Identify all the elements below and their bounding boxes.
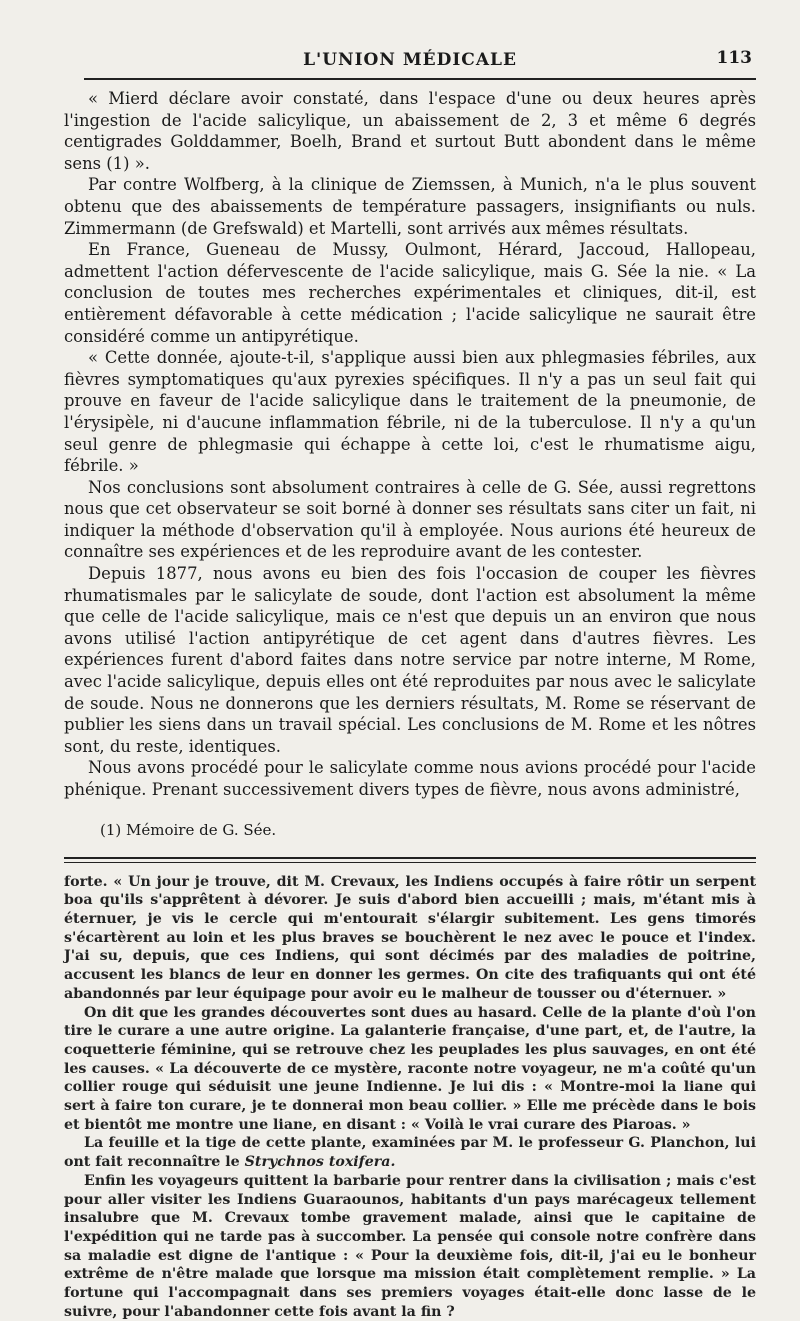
page-number: 113 (716, 48, 752, 68)
main-paragraph: Nous avons procédé pour le salicylate comme nous avions procédé pour l'acide phénique. Prenant successivement divers types de fièvre, nous avons administré, (64, 758, 756, 799)
footnote: (1) Mémoire de G. Sée. (100, 820, 277, 839)
main-text (64, 88, 756, 801)
feuilleton-text-run: La feuille et la tige de cette plante, examinées par M. le professeur G. Planchon, lui ont fait reconnaître le (64, 1135, 756, 1171)
feuilleton-text (64, 873, 756, 1321)
feuilleton-paragraph: On dit que les grandes découvertes sont dues au hasard. Celle de la plante d'où l'on tire le curare a une autre origine. La galanterie française, d'une part, et, de l'autre, la coquetterie féminine, qui se retrouve chez les peuplades les plus sauvages, en ont été les causes. « La découverte de ce mystère, raconte notre voyageur, ne m'a coûté qu'un collier rouge qui séduisit une jeune Indienne. Je lui dis : « Montre-moi la liane qui sert à faire ton curare, je te donnerai mon beau collier. » Elle me précède dans le bois et bientôt me montre une liane, en disant : « Voilà le vrai curare des Piaroas. » (64, 1004, 756, 1133)
main-paragraph: « Mierd déclare avoir constaté, dans l'espace d'une ou deux heures après l'ingestion de l'acide salicylique, un abaissement de 2, 3 et même 6 degrés centigrades Golddammer, Boelh, Brand et surtout Butt abondent dans le même sens (1) ». (64, 89, 756, 173)
feuilleton-paragraph (64, 1134, 756, 1171)
main-paragraph: « Cette donnée, ajoute-t-il, s'applique aussi bien aux phlegmasies fébriles, aux fièvres symptomatiques qu'aux pyrexies spécifiques. Il n'y a pas un seul fait qui prouve en faveur de l'acide salicylique dans le traitement de la pneumonie, de l'érysipèle, ni d'aucune inflammation fébrile, ni de la tuberculose. Il n'y a qu'un seul genre de phlegmasie qui échappe à cette loi, c'est le rhumatisme aigu, fébrile. » (64, 348, 756, 476)
journal-title: L'UNION MÉDICALE (303, 50, 517, 70)
running-header (64, 46, 756, 76)
main-paragraph: Depuis 1877, nous avons eu bien des fois l'occasion de couper les fièvres rhumatismales par le salicylate de soude, dont l'action est absolument la même que celle de l'acide salicylique, mais ce n'est que depuis un an environ que nous avons utilisé l'action antipyrétique de cet agent dans d'autres fièvres. Les expériences furent d'abord faites dans notre service par notre interne, M Rome, avec l'acide salicylique, depuis elles ont été reproduites par nous avec le salicylate de soude. Nous ne donnerons que les derniers résultats, M. Rome se réservant de publier les siens dans un travail spécial. Les conclusions de M. Rome et les nôtres sont, du reste, identiques. (64, 564, 756, 756)
main-paragraph: Nos conclusions sont absolument contraires à celle de G. Sée, aussi regrettons nous que cet observateur se soit borné à donner ses résultats sans citer un fait, ni indiquer la méthode d'observation qu'il à employée. Nous aurions été heureux de connaître ses expériences et de les reproduire avant de les contester. (64, 477, 756, 562)
species-name: Strychnos toxifera. (244, 1154, 396, 1171)
header-rule (84, 78, 756, 80)
main-paragraph: En France, Gueneau de Mussy, Oulmont, Hérard, Jaccoud, Hallopeau, admettent l'action défervescente de l'acide salicylique, mais G. Sée la nie. « La conclusion de toutes mes recherches expérimentales et cliniques, dit-il, est entièrement défavorable à cette médication ; l'acide salicylique ne saurait être considéré comme un antipyrétique. (64, 240, 756, 346)
main-paragraph: Par contre Wolfberg, à la clinique de Ziemssen, à Munich, n'a le plus souvent obtenu que des abaissements de température passagers, insignifiants ou nuls. Zimmermann (de Grefswald) et Martelli, sont arrivés aux mêmes résultats. (64, 175, 756, 238)
feuilleton-separator (64, 857, 756, 863)
feuilleton-paragraph: forte. « Un jour je trouve, dit M. Crevaux, les Indiens occupés à faire rôtir un serpent boa qu'ils s'apprêtent à dévorer. Je suis d'abord bien accueilli ; mais, m'étant mis à éternuer, je vis le cercle qui m'entourait s'élargir subitement. Les gens timorés s'écartèrent au loin et les plus braves se bouchèrent le nez avec le pouce et l'index. J'ai su, depuis, que ces Indiens, qui sont décimés par des maladies de poitrine, accusent les blancs de leur en donner les germes. On cite des trafiquants qui ont été abandonnés par leur équipage pour avoir eu le malheur de tousser ou d'éternuer. » (64, 873, 756, 1002)
feuilleton-paragraph: Enfin les voyageurs quittent la barbarie pour rentrer dans la civilisation ; mais c'est pour aller visiter les Indiens Guaraounos, habitants d'un pays marécageux tellement insalubre que M. Crevaux tombe gravement malade, ainsi que le capitaine de l'expédition qui ne tarde pas à succomber. La pensée qui console notre confrère dans sa maladie est digne de l'antique : « Pour la deuxième fois, dit-il, j'ai eu le bonheur extrême de n'être malade que lorsque ma mission était complètement remplie. » La fortune qui l'accompagnait dans ses premiers voyages était-elle donc lasse de le suivre, pour l'abandonner cette fois avant la fin ? (64, 1172, 756, 1320)
